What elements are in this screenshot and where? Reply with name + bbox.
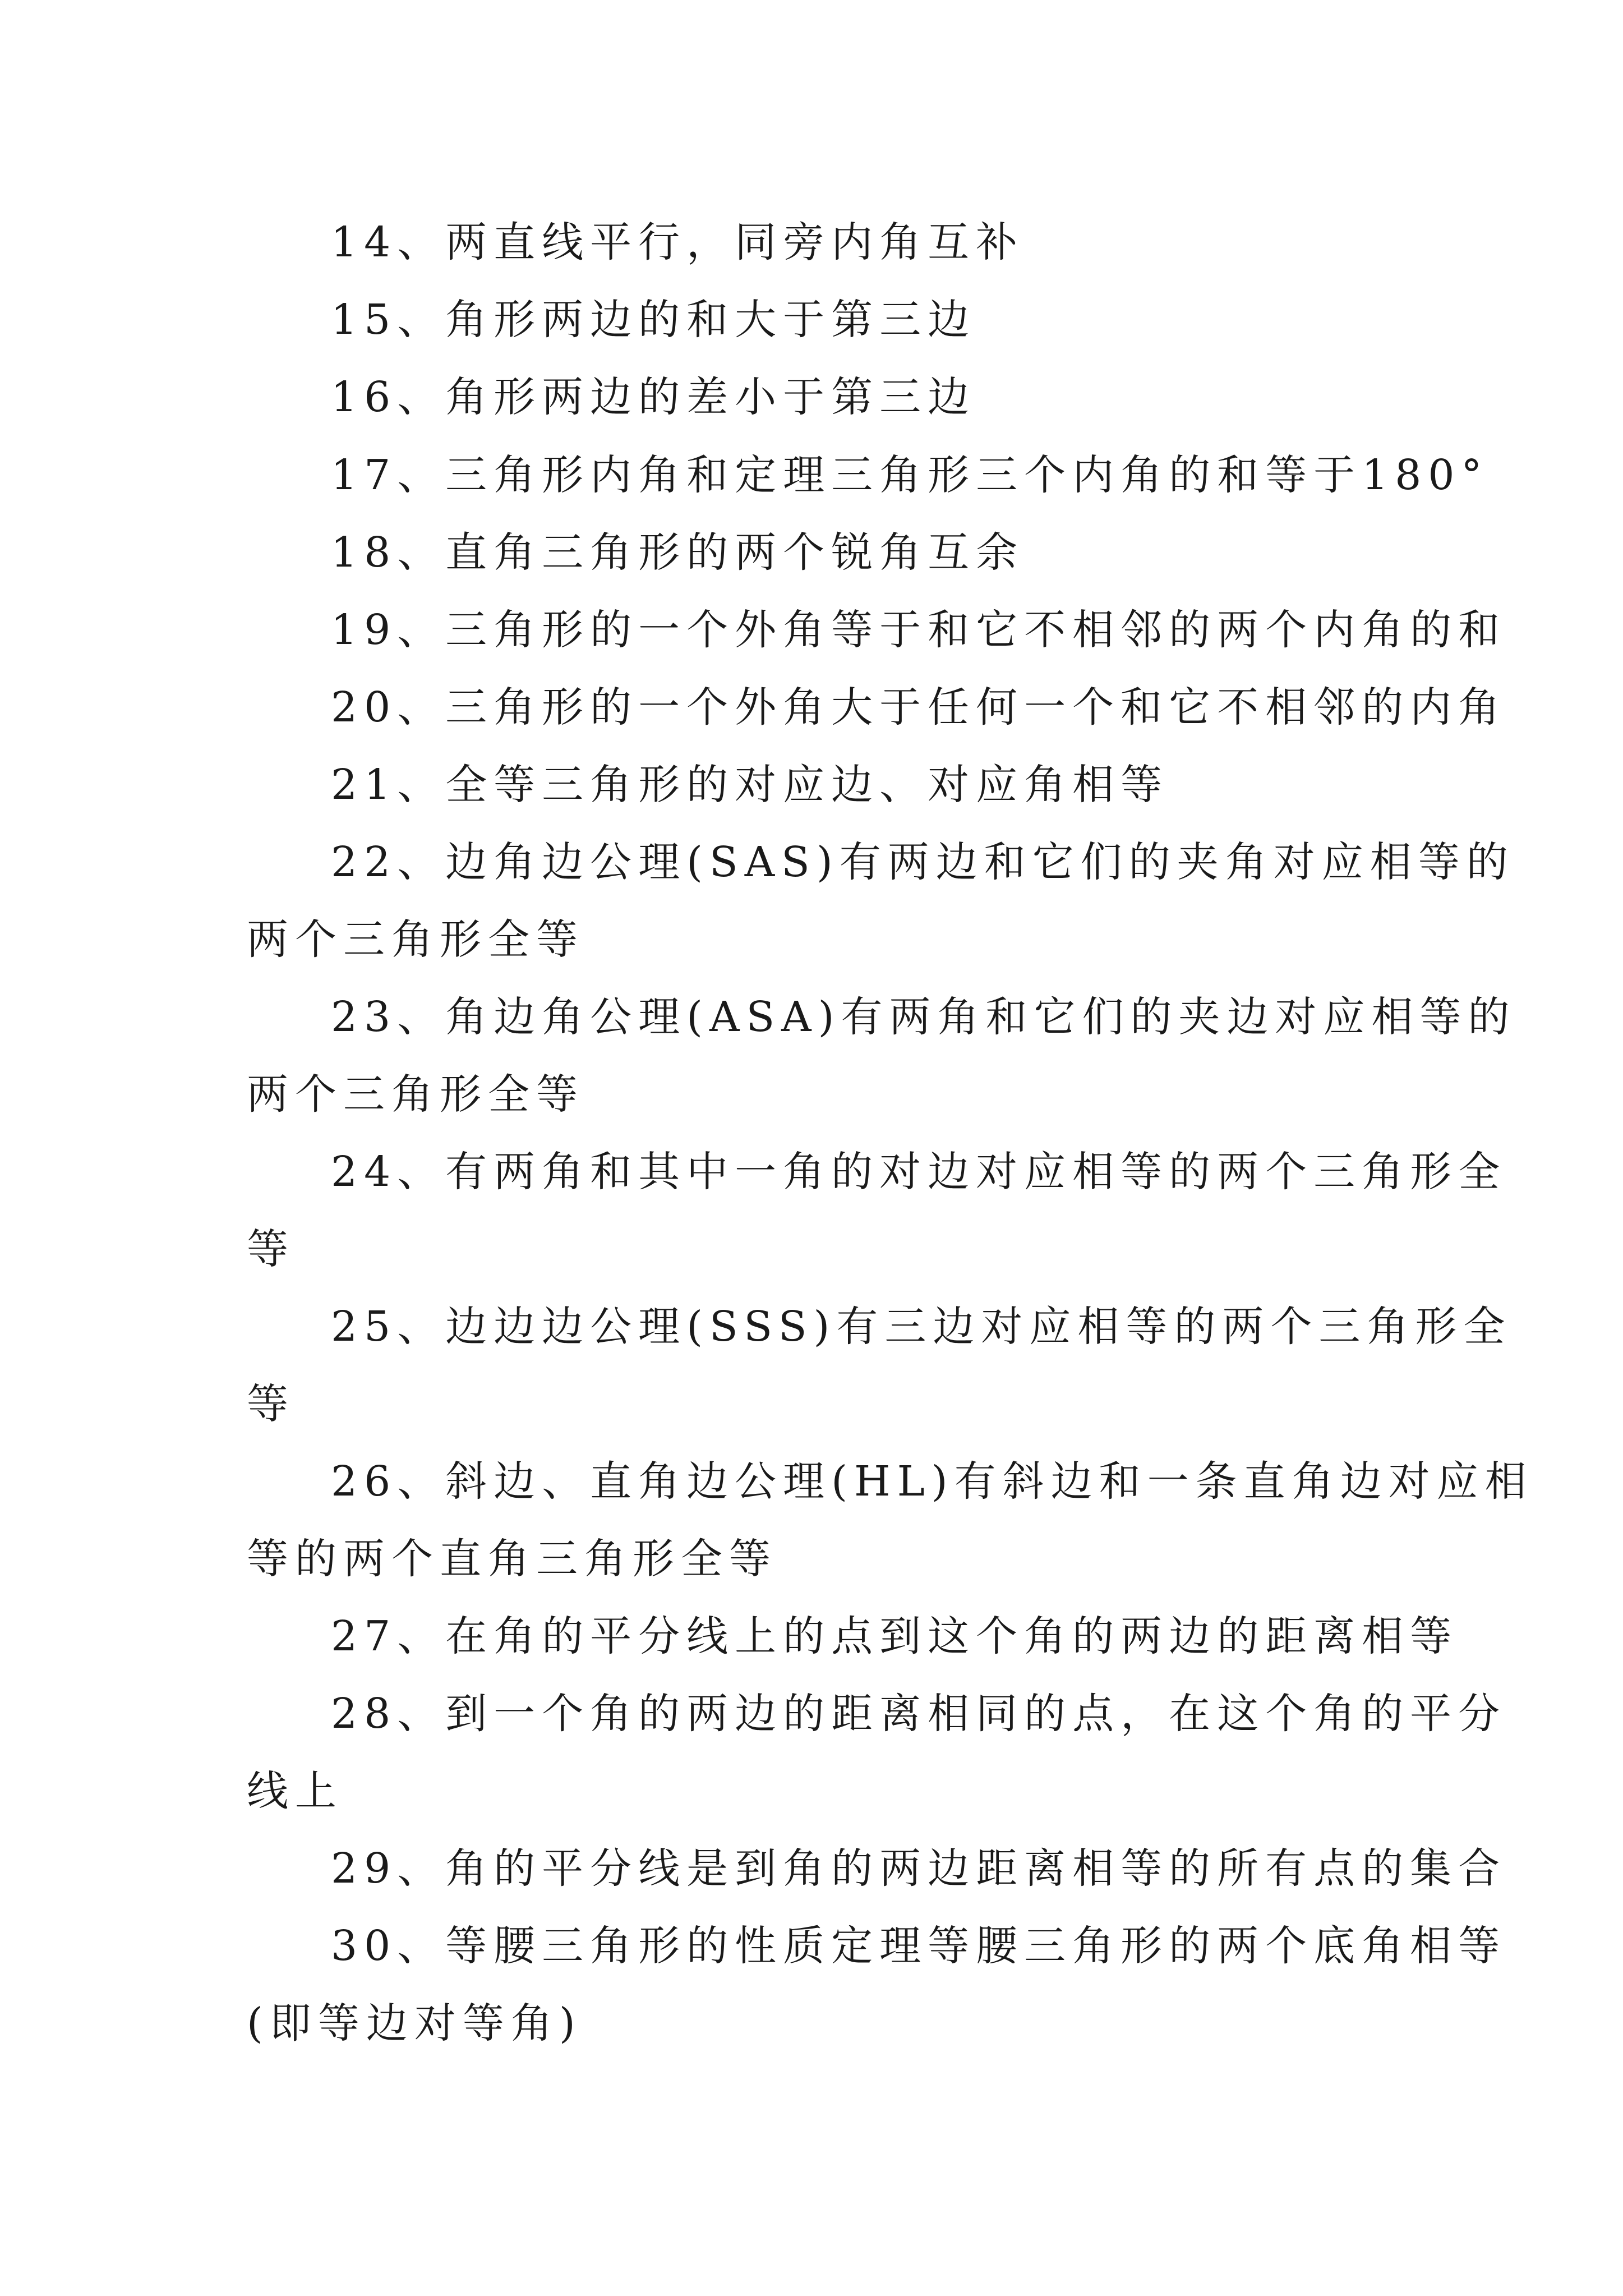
text-line-30: 30、等腰三角形的性质定理等腰三角形的两个底角相等 — [331, 1922, 1507, 1970]
text-line-17: 17、三角形内角和定理三角形三个内角的和等于180° — [331, 451, 1489, 499]
text-line-28: 28、到一个角的两边的距离相同的点，在这个角的平分 — [331, 1690, 1507, 1738]
text-line-22: 22、边角边公理(SAS)有两边和它们的夹角对应相等的 — [331, 838, 1515, 886]
text-line-23: 23、角边角公理(ASA)有两角和它们的夹边对应相等的 — [331, 993, 1516, 1041]
text-line-22-cont: 两个三角形全等 — [247, 915, 584, 964]
text-line-27: 27、在角的平分线上的点到这个角的两边的距离相等 — [331, 1612, 1459, 1660]
text-line-19: 19、三角形的一个外角等于和它不相邻的两个内角的和 — [331, 606, 1507, 654]
text-line-26-cont: 等的两个直角三角形全等 — [247, 1535, 777, 1583]
text-line-23-cont: 两个三角形全等 — [247, 1070, 584, 1119]
text-line-30-cont: (即等边对等角) — [247, 1999, 582, 2047]
text-line-24-cont: 等 — [247, 1225, 295, 1273]
text-line-24: 24、有两角和其中一角的对边对应相等的两个三角形全 — [331, 1148, 1507, 1196]
text-line-28-cont: 线上 — [247, 1767, 343, 1815]
text-line-25-cont: 等 — [247, 1380, 295, 1428]
text-line-29: 29、角的平分线是到角的两边距离相等的所有点的集合 — [331, 1844, 1507, 1893]
text-line-16: 16、角形两边的差小于第三边 — [331, 373, 976, 421]
text-line-21: 21、全等三角形的对应边、对应角相等 — [331, 761, 1169, 809]
text-line-14: 14、两直线平行，同旁内角互补 — [331, 218, 1025, 266]
text-line-15: 15、角形两边的和大于第三边 — [331, 296, 976, 344]
text-line-26: 26、斜边、直角边公理(HL)有斜边和一条直角边对应相 — [331, 1457, 1533, 1506]
text-line-20: 20、三角形的一个外角大于任何一个和它不相邻的内角 — [331, 683, 1507, 731]
text-line-18: 18、直角三角形的两个锐角互余 — [331, 528, 1025, 577]
text-line-25: 25、边边边公理(SSS)有三边对应相等的两个三角形全 — [331, 1303, 1512, 1351]
